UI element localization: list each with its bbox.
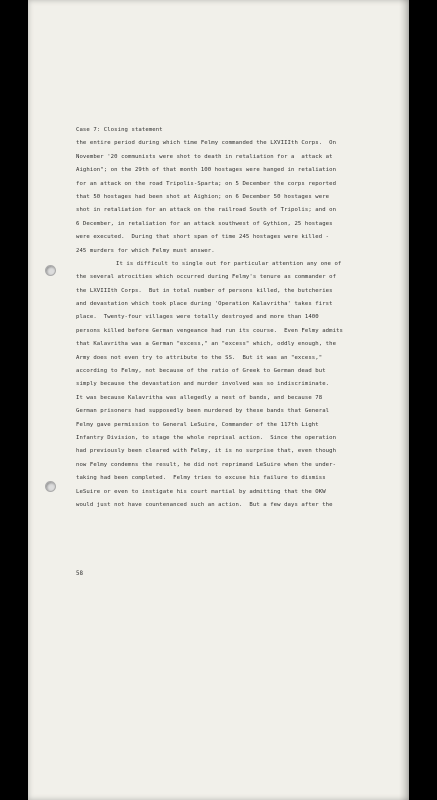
text-line: shot in retaliation for an attack on the railroad South of Tripolis; and on bbox=[76, 207, 337, 214]
text-line: the several atrocities which occurred during Felmy's tenure as commander of bbox=[76, 274, 337, 281]
text-line: the LXVIIIth Corps. But in total number of persons killed, the butcheries bbox=[76, 287, 333, 294]
punch-hole-bottom bbox=[45, 481, 56, 492]
text-line: the entire period during which time Felmy commanded the LXVIIIth Corps. On bbox=[76, 140, 337, 147]
document-heading: Case 7: Closing statement bbox=[76, 127, 163, 133]
text-line: 245 murders for which Felmy must answer. bbox=[76, 247, 215, 254]
page-number: 58 bbox=[76, 571, 83, 577]
text-line: according to Felmy, not because of the ratio of Greek to German dead but bbox=[76, 368, 326, 375]
text-line: that Kalavritha was a German "excess," an "excess" which, oddly enough, the bbox=[76, 341, 337, 348]
text-line: were executed. During that short span of time 245 hostages were killed - bbox=[76, 234, 330, 241]
text-line: had previously been cleared with Felmy, it is no surprise that, even though bbox=[76, 448, 337, 455]
text-line: would just not have countenanced such an action. But a few days after the bbox=[76, 501, 333, 508]
text-line: now Felmy condemns the result, he did not reprimand LeSuire when the under- bbox=[76, 461, 337, 468]
text-line: that 50 hostages had been shot at Aighion; on 6 December 50 hostages were bbox=[76, 193, 330, 200]
text-line: It was because Kalavritha was allegedly a nest of bands, and because 78 bbox=[76, 394, 323, 401]
document-page bbox=[28, 0, 409, 800]
text-line: German prisoners had supposedly been murdered by these bands that General bbox=[76, 408, 330, 415]
text-line: Infantry Division, to stage the whole reprisal action. Since the operation bbox=[76, 434, 337, 441]
text-line: persons killed before German vengeance had run its course. Even Felmy admits bbox=[76, 327, 344, 334]
document-body bbox=[76, 124, 388, 512]
text-line: for an attack on the road Tripolis-Sparta; on 5 December the corps reported bbox=[76, 180, 337, 187]
text-line: Aighion"; on the 29th of that month 100 hostages were hanged in retaliation bbox=[76, 167, 337, 174]
text-line: taking had been completed. Felmy tries to excuse his failure to dismiss bbox=[76, 475, 326, 482]
text-line: Army does not even try to attribute to the SS. But it was an "excess," bbox=[76, 354, 323, 361]
paragraph-start-line: It is difficult to single out for particular attention any one of bbox=[116, 260, 342, 267]
page-edge-shadow bbox=[399, 0, 409, 800]
text-line: LeSuire or even to instigate his court martial by admitting that the OKW bbox=[76, 488, 326, 495]
text-line: 6 December, in retaliation for an attack southwest of Gythion, 25 hostages bbox=[76, 220, 333, 227]
text-line: and devastation which took place during 'Operation Kalavritha' takes first bbox=[76, 301, 333, 308]
text-line: simply because the devastation and murder involved was so indiscriminate. bbox=[76, 381, 330, 388]
text-line: November '20 communists were shot to death in retaliation for a attack at bbox=[76, 153, 333, 160]
punch-hole-top bbox=[45, 265, 56, 276]
text-line: Felmy gave permission to General LeSuire, Commander of the 117th Light bbox=[76, 421, 319, 428]
text-line: place. Twenty-four villages were totally destroyed and more than 1400 bbox=[76, 314, 319, 321]
